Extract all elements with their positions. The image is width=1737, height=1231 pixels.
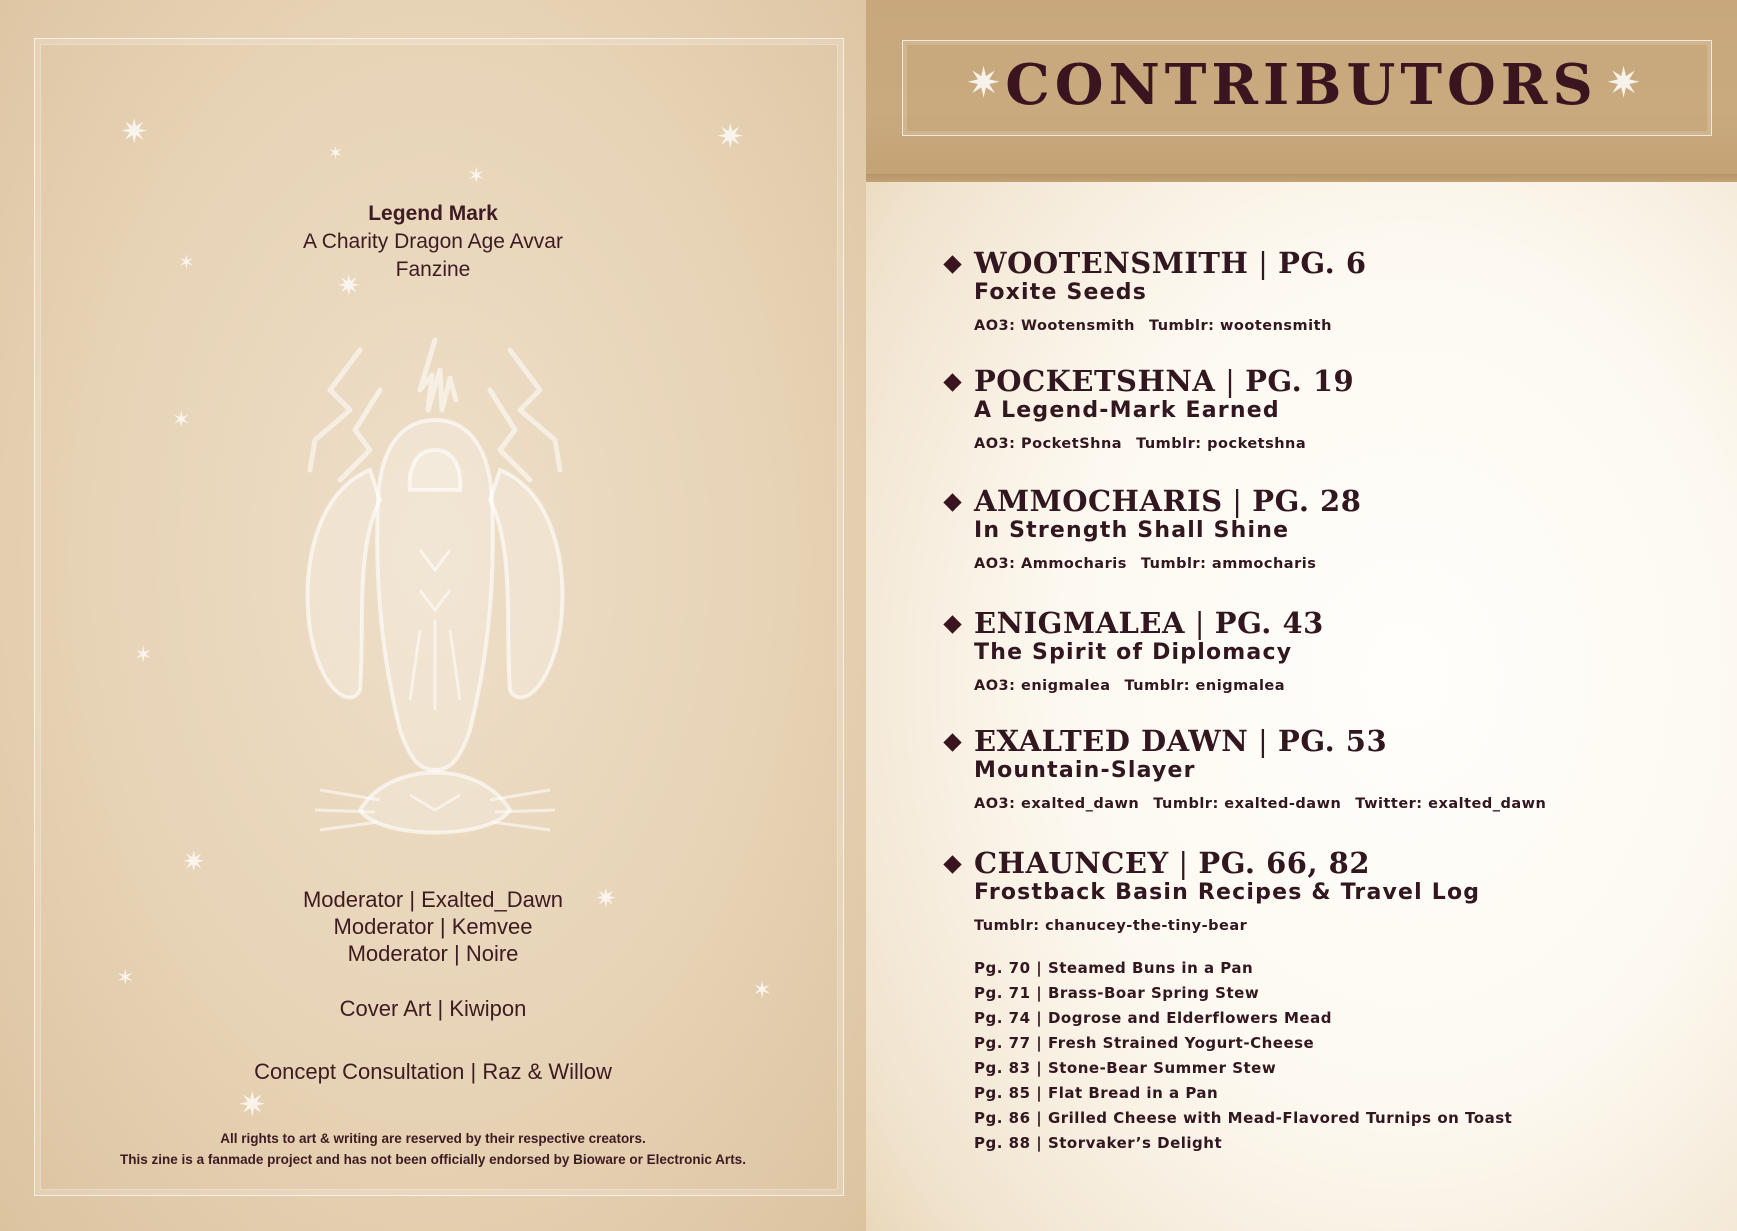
tumblr-link: Tumblr: enigmalea — [1124, 678, 1286, 694]
work-title: Frostback Basin Recipes & Travel Log — [974, 880, 1481, 905]
contributor-links — [974, 794, 1714, 814]
star-icon: ✷ — [966, 58, 1002, 107]
contributor-name: POCKETSHNA — [974, 364, 1216, 398]
star-icon: ✶ — [172, 408, 191, 433]
credit-line: Moderator | Exalted_Dawn — [302, 887, 564, 912]
contributor-name-line: ENIGMALEA | PG. 43 — [974, 606, 1324, 640]
star-icon: ✷ — [337, 269, 361, 302]
recipe-item: Pg. 88 | Storvaker’s Delight — [974, 1134, 1223, 1152]
work-title: Foxite Seeds — [974, 280, 1148, 305]
ao3-link: AO3: Ammocharis — [974, 556, 1127, 572]
contributor-pages: PG. 19 — [1245, 364, 1355, 398]
contributor-name-line: WOOTENSMITH | PG. 6 — [974, 246, 1367, 280]
header-band — [866, 0, 1737, 182]
contributor-links — [974, 554, 1714, 574]
credit-line: Moderator | Kemvee — [333, 914, 533, 939]
contributor-links — [974, 316, 1714, 336]
zine-title: Legend Mark — [368, 202, 498, 225]
tumblr-link: Tumblr: ammocharis — [1140, 556, 1317, 572]
contributor-links — [974, 916, 1714, 936]
ao3-link: AO3: enigmalea — [974, 678, 1111, 694]
contributor-pages: PG. 43 — [1214, 606, 1324, 640]
credit-line: Cover Art | Kiwipon — [339, 996, 527, 1021]
recipe-list — [974, 956, 1714, 1156]
recipe-item: Pg. 86 | Grilled Cheese with Mead-Flavored Turnips on Toast — [974, 1109, 1513, 1127]
contributor-pages: PG. 28 — [1252, 484, 1362, 518]
twitter-link: Twitter: exalted_dawn — [1355, 796, 1547, 812]
recipe-item: Pg. 77 | Fresh Strained Yogurt-Cheese — [974, 1034, 1315, 1052]
star-icon: ✷ — [716, 117, 745, 157]
work-title: In Strength Shall Shine — [974, 518, 1290, 543]
star-icon: ✶ — [467, 164, 486, 189]
star-icon: ✷ — [238, 1085, 267, 1125]
contributor-name-line: AMMOCHARIS | PG. 28 — [974, 484, 1362, 518]
credit-line: Concept Consultation | Raz & Willow — [254, 1059, 612, 1084]
zine-subtitle: A Charity Dragon Age Avvar — [303, 230, 563, 253]
contributor-entry — [974, 484, 1714, 574]
recipe-item: Pg. 85 | Flat Bread in a Pan — [974, 1084, 1219, 1102]
credit-line: Moderator | Noire — [347, 941, 519, 966]
contributor-entry — [974, 846, 1714, 1156]
diamond-bullet-icon — [943, 255, 961, 273]
star-icon: ✶ — [752, 976, 773, 1004]
diamond-bullet-icon — [943, 733, 961, 751]
star-icon: ✷ — [595, 884, 617, 914]
contributor-pages: PG. 6 — [1278, 246, 1367, 280]
contributor-name: ENIGMALEA — [974, 606, 1186, 640]
star-icon: ✷ — [182, 845, 206, 878]
star-icon: ✶ — [116, 966, 135, 991]
contributor-name: WOOTENSMITH — [974, 246, 1249, 280]
star-icon: ✶ — [178, 250, 195, 274]
star-icon: ✶ — [328, 143, 344, 164]
recipe-item: Pg. 71 | Brass-Boar Spring Stew — [974, 984, 1260, 1002]
zine-subtitle: Fanzine — [395, 258, 471, 281]
contributor-entry — [974, 724, 1714, 814]
contributor-entry — [974, 364, 1714, 454]
left-page — [0, 0, 866, 1231]
page-title: CONTRIBUTORS — [1005, 52, 1598, 118]
contributor-name: AMMOCHARIS — [974, 484, 1223, 518]
contributor-pages: PG. 66, 82 — [1198, 846, 1371, 880]
star-icon: ✶ — [134, 643, 153, 668]
work-title: Mountain-Slayer — [974, 758, 1196, 783]
contributor-name-line: EXALTED DAWN | PG. 53 — [974, 724, 1388, 758]
diamond-bullet-icon — [943, 855, 961, 873]
diamond-bullet-icon — [943, 615, 961, 633]
recipe-item: Pg. 70 | Steamed Buns in a Pan — [974, 959, 1254, 977]
ao3-link: AO3: Wootensmith — [974, 318, 1135, 334]
zine-title-block — [0, 200, 866, 284]
tumblr-link: Tumblr: chanucey-the-tiny-bear — [974, 918, 1248, 934]
recipe-item: Pg. 83 | Stone-Bear Summer Stew — [974, 1059, 1277, 1077]
tumblr-link: Tumblr: exalted-dawn — [1153, 796, 1342, 812]
rights-line: This zine is a fanmade project and has not been officially endorsed by Bioware or Electronic Arts. — [120, 1152, 746, 1167]
contributor-entry — [974, 246, 1714, 336]
star-icon: ✷ — [120, 112, 149, 152]
recipe-item: Pg. 74 | Dogrose and Elderflowers Mead — [974, 1009, 1332, 1027]
work-title: A Legend-Mark Earned — [974, 398, 1280, 423]
rights-notice — [0, 1128, 866, 1170]
ao3-link: AO3: PocketShna — [974, 436, 1123, 452]
ao3-link: AO3: exalted_dawn — [974, 796, 1140, 812]
contributor-entry — [974, 606, 1714, 696]
tumblr-link: Tumblr: wootensmith — [1148, 318, 1332, 334]
contributor-name-line: POCKETSHNA | PG. 19 — [974, 364, 1355, 398]
right-page — [866, 0, 1737, 1231]
contributor-name: EXALTED DAWN — [974, 724, 1249, 758]
star-icon: ✷ — [1606, 58, 1642, 107]
contributor-name: CHAUNCEY — [974, 846, 1169, 880]
rights-line: All rights to art & writing are reserved by their respective creators. — [220, 1131, 646, 1146]
diamond-bullet-icon — [943, 493, 961, 511]
contributor-links — [974, 676, 1714, 696]
diamond-bullet-icon — [943, 373, 961, 391]
contributor-name-line: CHAUNCEY | PG. 66, 82 — [974, 846, 1371, 880]
contributor-links — [974, 434, 1714, 454]
contributor-pages: PG. 53 — [1278, 724, 1388, 758]
tumblr-link: Tumblr: pocketshna — [1136, 436, 1307, 452]
bear-spirit-emblem-icon — [260, 330, 610, 860]
work-title: The Spirit of Diplomacy — [974, 640, 1293, 665]
